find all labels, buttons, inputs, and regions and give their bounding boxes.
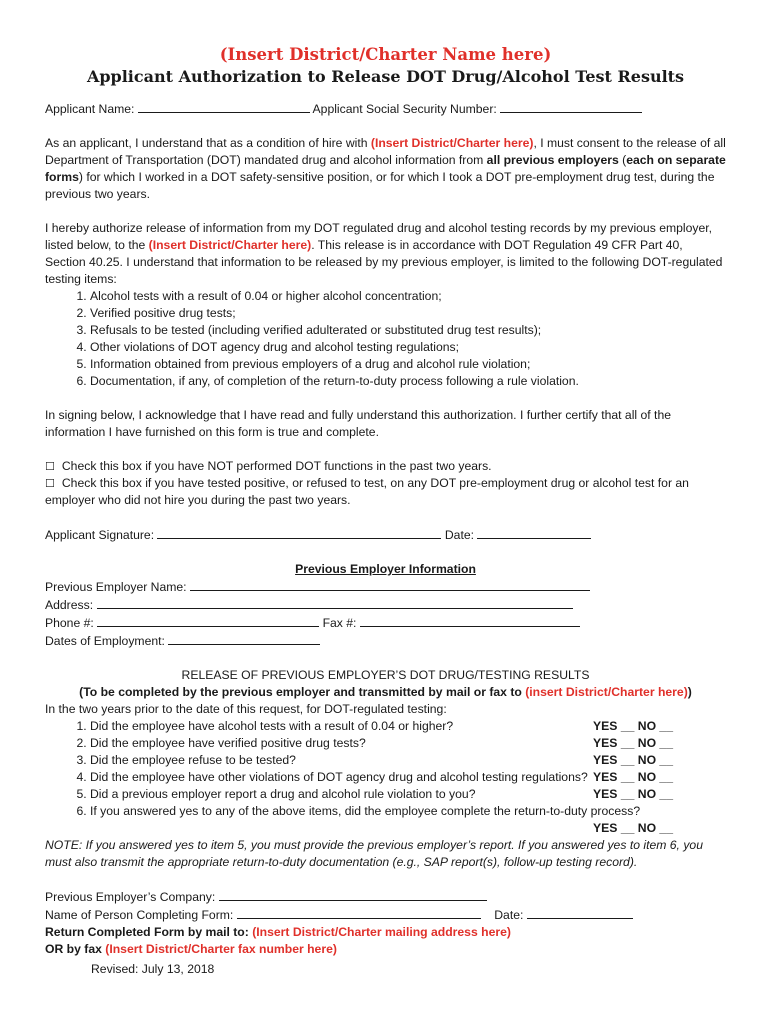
signature-date-field[interactable]	[477, 526, 591, 539]
previous-employer-heading: Previous Employer Information	[295, 562, 476, 576]
fax-field[interactable]	[360, 614, 580, 627]
mail-line: Return Completed Form by mail to: (Insert District/Charter mailing address here)	[45, 925, 511, 939]
fax-number-placeholder: (Insert District/Charter fax number here)	[105, 942, 337, 956]
list-item: 3. Refusals to be tested (including verified adulterated or substituted drug test results);	[90, 322, 726, 339]
applicant-ssn-field[interactable]	[500, 100, 642, 113]
checkbox-row-no-dot: ☐ Check this box if you have NOT performed DOT functions in the past two years.	[45, 459, 492, 473]
district-placeholder: (Insert District/Charter here)	[370, 136, 534, 150]
release-heading: RELEASE OF PREVIOUS EMPLOYER’S DOT DRUG/TESTING RESULTS	[181, 668, 590, 682]
revised-date: Revised: July 13, 2018	[91, 962, 215, 976]
question-item: 4. Did the employee have other violations of DOT agency drug and alcohol testing regulations? YES __ NO __	[90, 769, 726, 786]
signature-line: Applicant Signature: Date:	[45, 526, 726, 544]
district-title: (Insert District/Charter Name here)	[219, 45, 552, 64]
yes-no-answer[interactable]: YES __ NO __	[593, 736, 673, 750]
question-item: 5. Did a previous employer report a drug and alcohol rule violation to you? YES __ NO __	[90, 786, 726, 803]
dates-line: Dates of Employment:	[45, 632, 726, 650]
address-field[interactable]	[97, 596, 573, 609]
release-subheading: (To be completed by the previous employer and transmitted by mail or fax to (insert District/Charter here))	[79, 685, 692, 699]
prev-employer-name-field[interactable]	[190, 578, 590, 591]
yes-no-answer[interactable]: YES __ NO __	[593, 753, 673, 767]
checkbox-tested-positive[interactable]: ☐	[45, 477, 55, 490]
question-item: 3. Did the employee refuse to be tested? YES __ NO __	[90, 752, 726, 769]
yes-no-answer[interactable]: YES __ NO __	[593, 787, 673, 801]
question-item: 2. Did the employee have verified positive drug tests? YES __ NO __	[90, 735, 726, 752]
form-title: Applicant Authorization to Release DOT Drug/Alcohol Test Results	[86, 67, 685, 86]
acknowledgement-paragraph: In signing below, I acknowledge that I have read and fully understand this authorization. I further certify that all of the information I have furnished on this form is true and complete.	[45, 408, 672, 439]
list-item: 5. Information obtained from previous employers of a drug and alcohol rule violation;	[90, 356, 726, 373]
consent-paragraph: As an applicant, I understand that as a condition of hire with (Insert District/Charter here), I must consent to the release of all Department of Transportation (DOT) mandated drug and alcohol information from all previous employers (each on separate forms) for which I worked in a DOT safety-sensitive position, or for which I took a DOT pre-employment drug test, during the previous two years.	[45, 136, 726, 201]
release-intro: In the two years prior to the date of this request, for DOT-regulated testing:	[45, 702, 447, 716]
question-item: 1. Did the employee have alcohol tests with a result of 0.04 or higher? YES __ NO __	[90, 718, 726, 735]
phone-field[interactable]	[97, 614, 319, 627]
checkbox-no-dot[interactable]: ☐	[45, 460, 55, 473]
company-line: Previous Employer’s Company:	[45, 888, 726, 906]
fax-line: OR by fax (Insert District/Charter fax number here)	[45, 942, 337, 956]
list-item: 6. Documentation, if any, of completion of the return-to-duty process following a rule violation.	[90, 373, 726, 390]
list-item: 1. Alcohol tests with a result of 0.04 or higher alcohol concentration;	[90, 288, 726, 305]
applicant-line	[45, 100, 726, 118]
person-completing-field[interactable]	[237, 906, 481, 919]
district-placeholder: (insert District/Charter here)	[525, 685, 688, 699]
yes-no-answer[interactable]: YES __ NO __	[593, 770, 673, 784]
address-line: Address:	[45, 596, 726, 614]
district-placeholder: (Insert District/Charter here)	[148, 238, 312, 252]
question-item: 6. If you answered yes to any of the above items, did the employee complete the return-to-duty process?	[90, 803, 726, 820]
completion-date-field[interactable]	[527, 906, 633, 919]
note-paragraph: NOTE: If you answered yes to item 5, you must provide the previous employer’s report. If you answered yes to item 6, you must also transmit the appropriate return-to-duty documentation (e.g., SAP report(s), follow-up testing record).	[45, 838, 703, 869]
applicant-ssn-label: Applicant Social Security Number:	[312, 102, 497, 116]
company-field[interactable]	[219, 888, 487, 901]
applicant-name-field[interactable]	[138, 100, 310, 113]
checkbox-row-positive: ☐ Check this box if you have tested positive, or refused to test, on any DOT pre-employment drug or alcohol test for an employer who did not hire you during the past two years.	[45, 476, 689, 507]
applicant-name-label: Applicant Name:	[45, 102, 135, 116]
applicant-signature-field[interactable]	[157, 526, 441, 539]
mailing-address-placeholder: (Insert District/Charter mailing address here)	[252, 925, 511, 939]
person-line: Name of Person Completing Form: Date:	[45, 906, 726, 924]
dates-of-employment-field[interactable]	[168, 632, 320, 645]
yes-no-answer[interactable]: YES __ NO __	[593, 719, 673, 733]
yes-no-answer[interactable]: YES __ NO __	[593, 821, 673, 835]
prev-employer-name-line: Previous Employer Name:	[45, 578, 726, 596]
testing-items-list	[45, 288, 726, 390]
phone-fax-line: Phone #: Fax #:	[45, 614, 726, 632]
list-item: 4. Other violations of DOT agency drug and alcohol testing regulations;	[90, 339, 726, 356]
release-questions-list	[45, 718, 726, 820]
authorization-paragraph: I hereby authorize release of information from my DOT regulated drug and alcohol testing records by my previous employer, listed below, to the (Insert District/Charter here). This release is in accordance with DOT Regulation 49 CFR Part 40, Section 40.25. I understand that information to be released by my previous employer, is limited to the following DOT-regulated testing items:	[45, 221, 723, 286]
list-item: 2. Verified positive drug tests;	[90, 305, 726, 322]
